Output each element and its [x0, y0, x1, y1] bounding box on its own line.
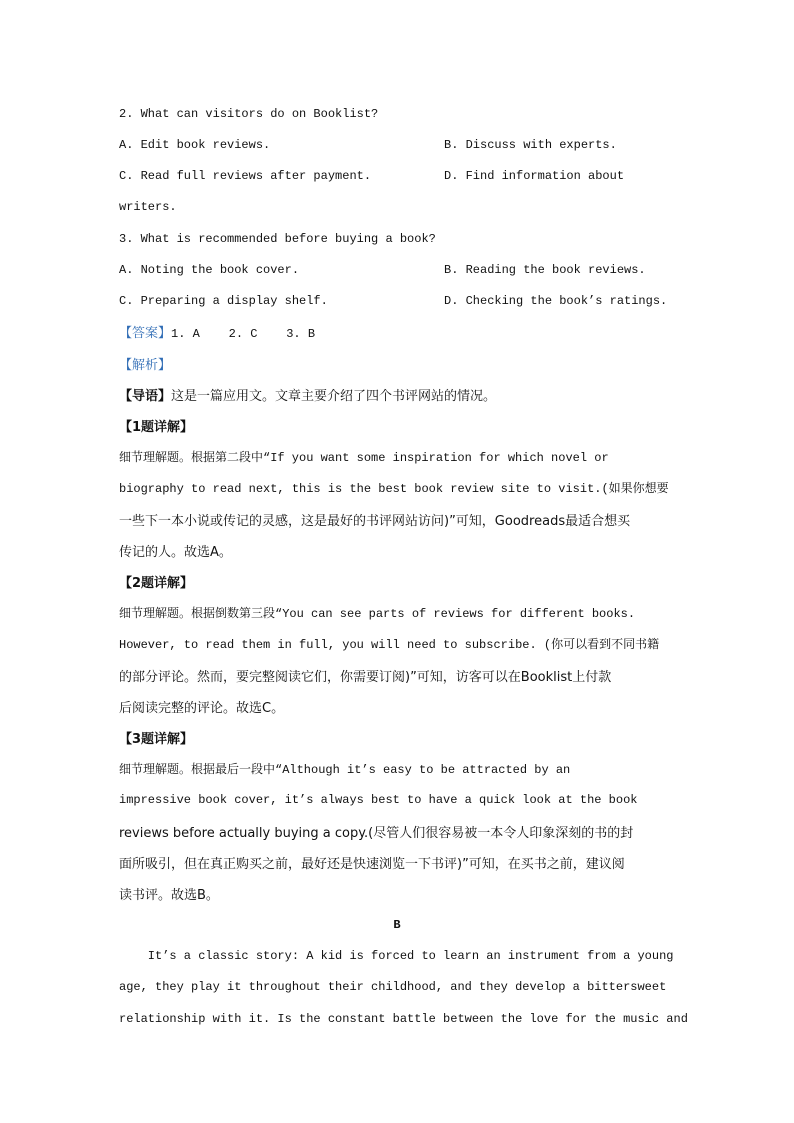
option-d: D. Checking the book’s ratings. — [444, 294, 668, 308]
detail-1-line: 细节理解题。根据第二段中“If you want some inspiration for which novel or — [119, 451, 609, 465]
detail-2-title: 【2题详解】 — [119, 576, 194, 591]
detail-3-line: 细节理解题。根据最后一段中“Although it’s easy to be attracted by an — [119, 763, 571, 777]
detail-2-line: 细节理解题。根据倒数第三段“You can see parts of reviews for different books. — [119, 607, 636, 621]
option-c: C. Read full reviews after payment. — [119, 169, 372, 183]
detail-3-line: 读书评。故选B。 — [119, 888, 219, 903]
analysis-label: 【解析】 — [119, 358, 172, 373]
detail-1-line: biography to read next, this is the best book review site to visit.(如果你想要 — [119, 482, 669, 496]
answer-value: 1. A 2. C 3. B — [171, 327, 316, 341]
passage-line: It’s a classic story: A kid is forced to learn an instrument from a young — [119, 949, 674, 963]
question-2-stem: 2. What can visitors do on Booklist? — [119, 107, 379, 121]
detail-3-line: 面所吸引，但在真正购买之前，最好还是快速浏览一下书评)”可知，在买书之前，建议阅 — [119, 857, 625, 872]
option-d: D. Find information about — [444, 169, 625, 183]
detail-1-title: 【1题详解】 — [119, 420, 194, 435]
detail-2-line: 的部分评论。然而，要完整阅读它们，你需要订阅)”可知，访客可以在Booklist上付款 — [119, 670, 612, 685]
detail-3-line: reviews before actually buying a copy.(尽管人们很容易被一本令人印象深刻的书的封 — [119, 826, 634, 841]
option-c: C. Preparing a display shelf. — [119, 294, 328, 308]
option-a — [119, 138, 270, 152]
intro — [119, 385, 496, 404]
passage-line: relationship with it. Is the constant battle between the love for the music and — [119, 1012, 688, 1026]
detail-2-line: However, to read them in full, you will need to subscribe. (你可以看到不同书籍 — [119, 638, 660, 652]
answer-row — [119, 322, 315, 341]
detail-1-line: 一些下一本小说或传记的灵感，这是最好的书评网站访问)”可知，Goodreads最适合想买 — [119, 514, 631, 529]
detail-3-title: 【3题详解】 — [119, 732, 194, 747]
section-b-heading: B — [393, 918, 401, 932]
intro-label: 【导语】 — [119, 389, 172, 404]
option-b: B. Discuss with experts. — [444, 138, 617, 152]
option-a-text: A. Edit book reviews. — [119, 138, 271, 152]
answer-label: 【答案】 — [119, 326, 172, 341]
option-a: A. Noting the book cover. — [119, 263, 300, 277]
question-3-stem: 3. What is recommended before buying a book? — [119, 232, 436, 246]
detail-2-line: 后阅读完整的评论。故选C。 — [119, 701, 285, 716]
detail-3-line: impressive book cover, it’s always best to have a quick look at the book — [119, 793, 638, 807]
intro-text: 这是一篇应用文。文章主要介绍了四个书评网站的情况。 — [171, 389, 497, 404]
detail-1-line: 传记的人。故选A。 — [119, 545, 232, 560]
option-d-continuation: writers. — [119, 200, 177, 214]
passage-line: age, they play it throughout their childhood, and they develop a bittersweet — [119, 980, 667, 994]
option-b: B. Reading the book reviews. — [444, 263, 646, 277]
